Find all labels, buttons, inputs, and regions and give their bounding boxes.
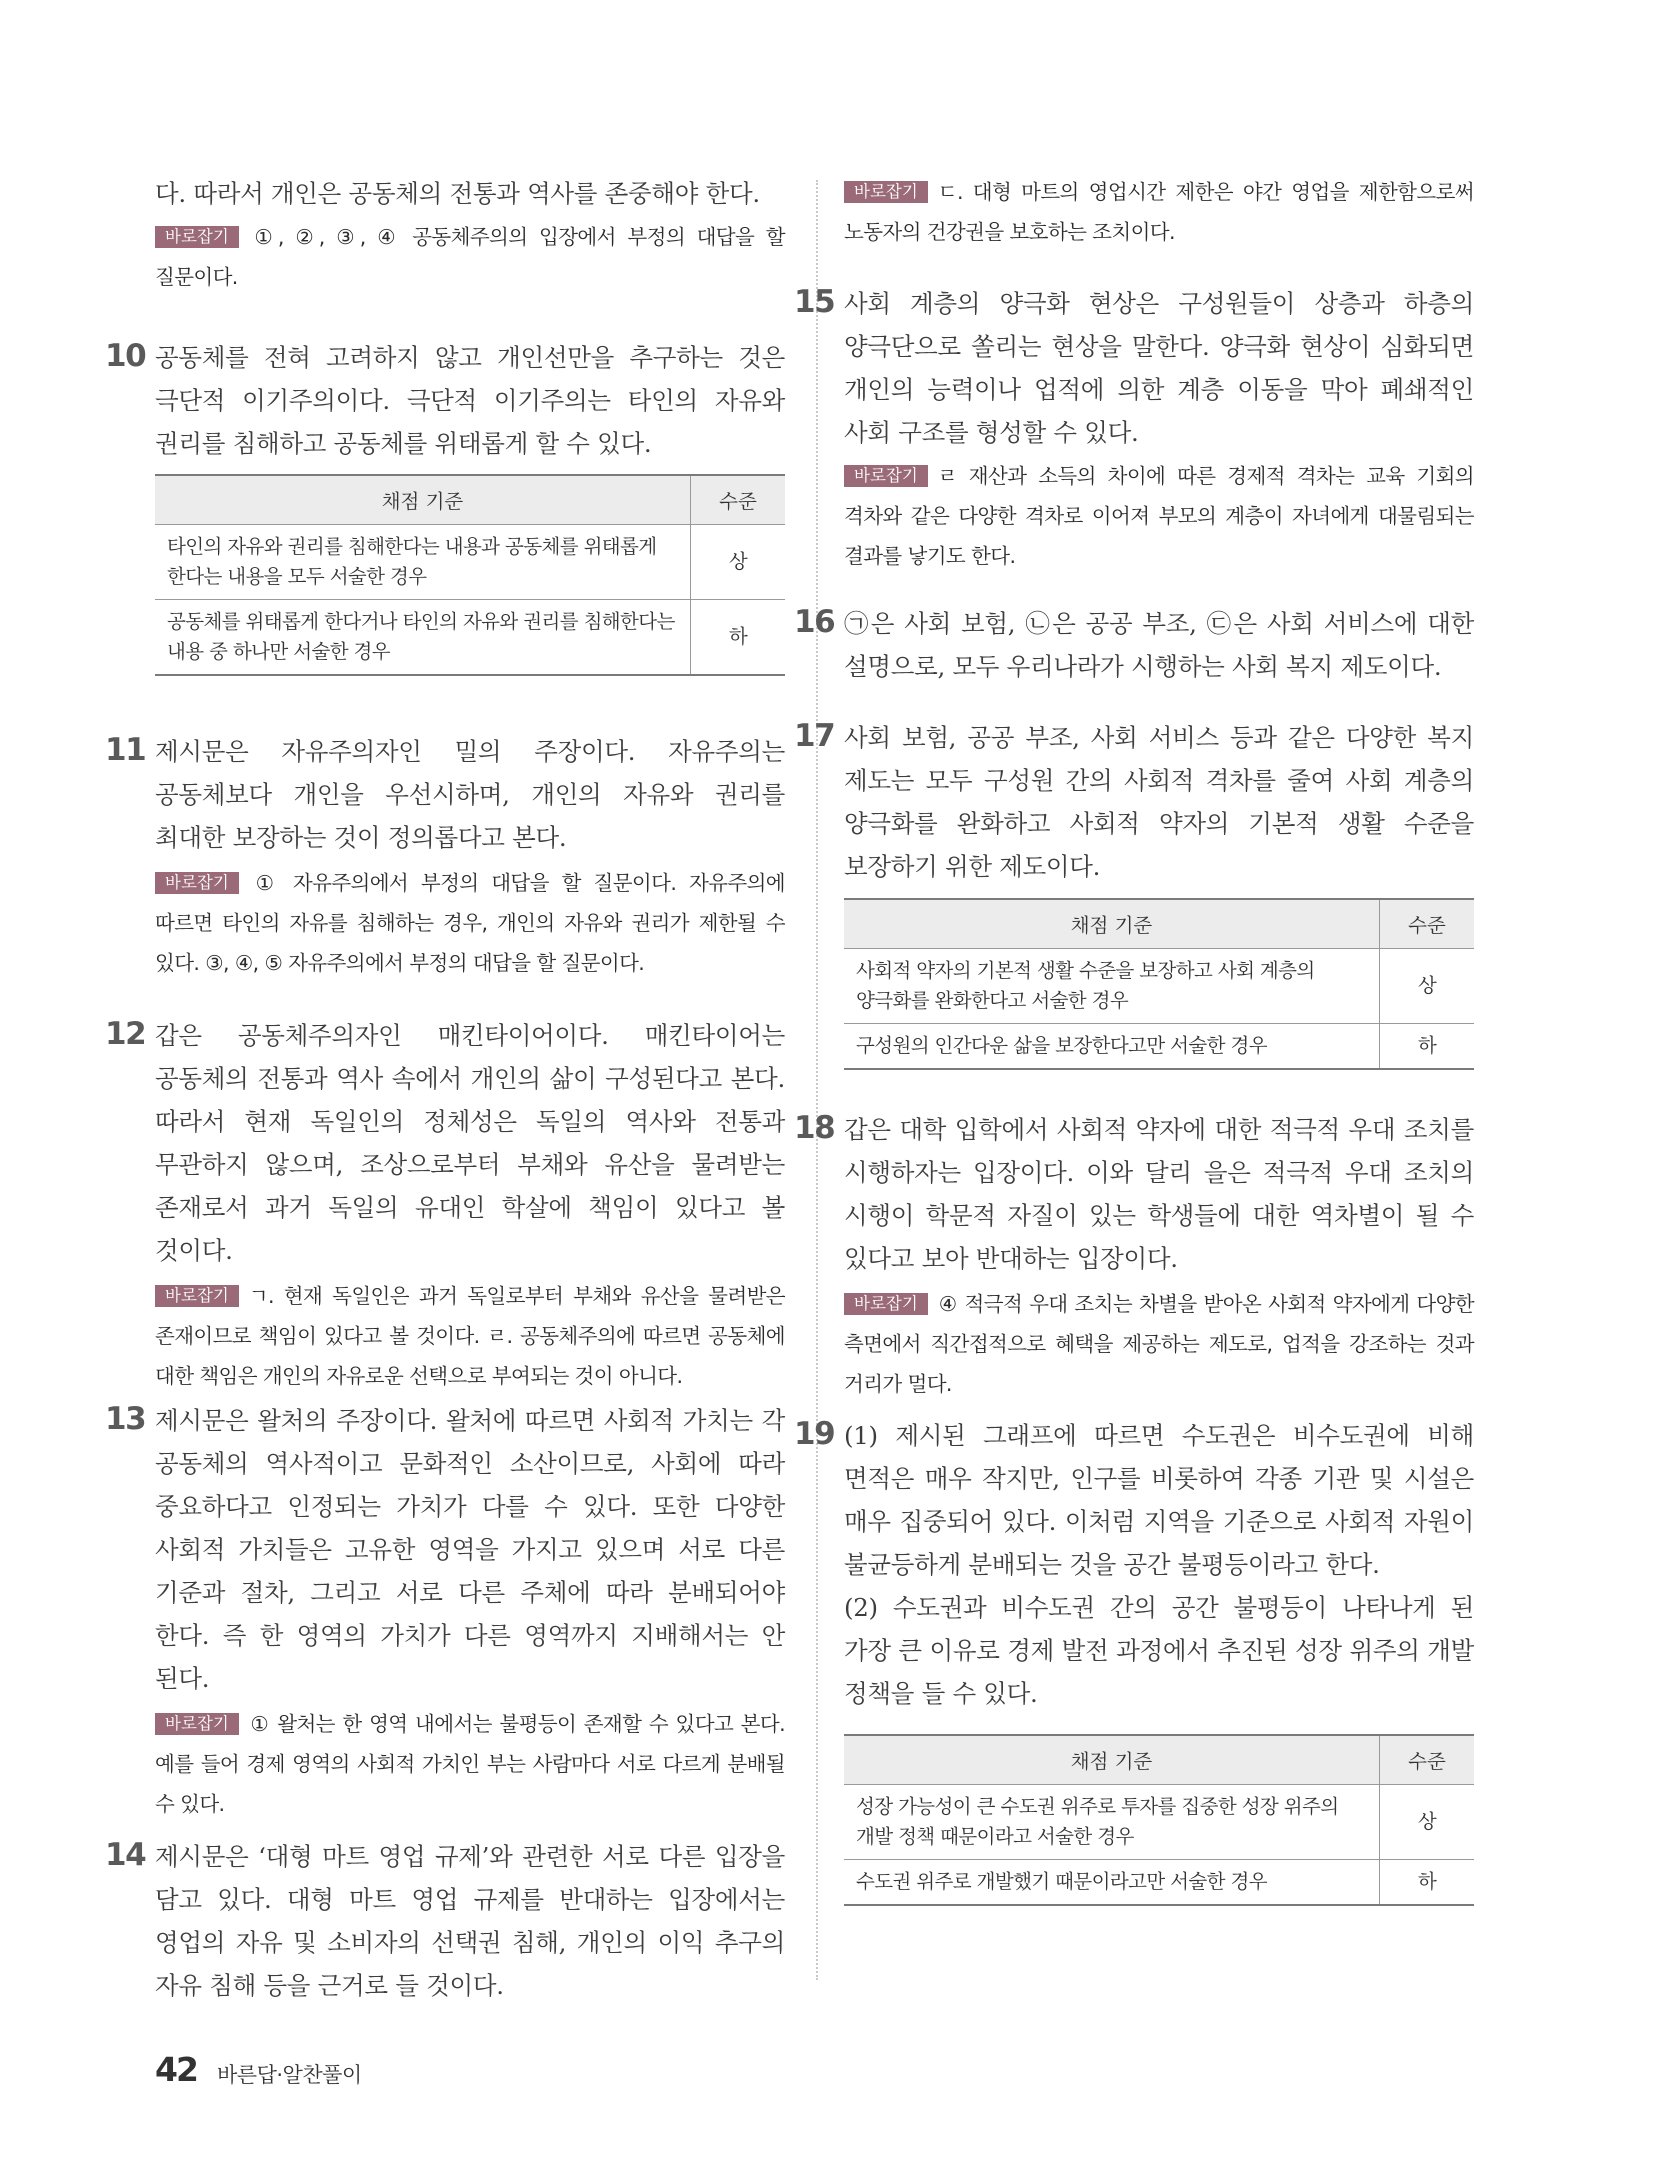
criteria-header: 채점 기준 [155,475,691,525]
criteria-cell: 타인의 자유와 권리를 침해한다는 내용과 공동체를 위태롭게 한다는 내용을 모두 서술한 경우 [155,525,691,600]
table-row [844,1785,1474,1860]
answer-15 [794,282,1474,576]
level-cell: 하 [1380,1024,1475,1070]
level-cell: 상 [1380,949,1475,1024]
answer-text: 다. 따라서 개인은 공동체의 전통과 역사를 존중해야 한다. [155,179,760,208]
level-cell: 하 [1380,1860,1475,1906]
criteria-cell: 구성원의 인간다운 삶을 보장한다고만 서술한 경우 [844,1024,1380,1070]
level-cell: 상 [691,525,786,600]
correction-tag: 바로잡기 [844,465,928,487]
answer-19 [794,1414,1474,1715]
correction-text: ㄱ. 현재 독일인은 과거 독일로부터 부채와 유산을 물려받은 존재이므로 책임이 있다고 볼 것이다. ㄹ. 공동체주의에 따르면 공동체에 대한 책임은 개인의 자유로운 선택으로 부여되는 것이 아니다. [155,1284,785,1388]
question-number: 10 [105,338,146,374]
correction-text: ㄷ. 대형 마트의 영업시간 제한은 야간 영업을 제한함으로써 노동자의 건강권을 보호하는 조치이다. [844,180,1474,244]
level-header: 수준 [1380,1735,1475,1785]
book-title: 바른답·알찬풀이 [217,2063,362,2087]
answer-text: 사회 계층의 양극화 현상은 구성원들이 상층과 하층의 양극단으로 쏠리는 현상을 말한다. 양극화 현상이 심화되면 개인의 능력이나 업적에 의한 계층 이동을 막아 폐쇄적인 사회 구조를 형성할 수 있다. [844,289,1474,447]
table-header-row [844,1735,1474,1785]
column-divider [816,180,818,1980]
correction-tag: 바로잡기 [155,226,239,248]
continued-note-14 [844,172,1474,252]
criteria-cell: 공동체를 위태롭게 한다거나 타인의 자유와 권리를 침해한다는 내용 중 하나만 서술한 경우 [155,600,691,676]
correction-tag: 바로잡기 [155,872,239,894]
correction-text: ㄹ 재산과 소득의 차이에 따른 경제적 격차는 교육 기회의 격차와 같은 다양한 격차로 이어져 부모의 계층이 자녀에게 대물림되는 결과를 낳기도 한다. [844,464,1474,568]
grading-table-10 [155,474,785,676]
answer-18 [794,1108,1474,1404]
answer-11 [105,730,785,983]
criteria-cell: 사회적 약자의 기본적 생활 수준을 보장하고 사회 계층의 양극화를 완화한다고 서술한 경우 [844,949,1380,1024]
correction-text: ①, ②, ③, ④ 공동체주의의 입장에서 부정의 대답을 할 질문이다. [155,225,785,289]
level-cell: 상 [1380,1785,1475,1860]
table-row [155,525,785,600]
correction-note [844,456,1474,576]
level-header: 수준 [1380,899,1475,949]
answer-text-part-2: (2) 수도권과 비수도권 간의 공간 불평등이 나타나게 된 가장 큰 이유로 경제 발전 과정에서 추진된 성장 위주의 개발 정책을 들 수 있다. [844,1593,1474,1708]
answer-text: 제시문은 ‘대형 마트 영업 규제’와 관련한 서로 다른 입장을 담고 있다. 대형 마트 영업 규제를 반대하는 입장에서는 영업의 자유 및 소비자의 선택권 침해, 개인의 이익 추구의 자유 침해 등을 근거로 들 것이다. [155,1842,785,2000]
answer-text: 사회 보험, 공공 부조, 사회 서비스 등과 같은 다양한 복지 제도는 모두 구성원 간의 사회적 격차를 줄여 사회 계층의 양극화를 완화하고 사회적 약자의 기본적 생활 수준을 보장하기 위한 제도이다. [844,723,1474,881]
correction-tag: 바로잡기 [155,1713,239,1735]
answer-12 [105,1014,785,1396]
correction-text: ① 자유주의에서 부정의 대답을 할 질문이다. 자유주의에 따르면 타인의 자유를 침해하는 경우, 개인의 자유와 권리가 제한될 수 있다. ③, ④, ⑤ 자유주의에서 부정의 대답을 할 질문이다. [155,871,785,975]
question-number: 18 [794,1110,835,1146]
answer-text: 공동체를 전혀 고려하지 않고 개인선만을 추구하는 것은 극단적 이기주의이다. 극단적 이기주의는 타인의 자유와 권리를 침해하고 공동체를 위태롭게 할 수 있다. [155,343,785,458]
correction-note [844,1284,1474,1404]
grading-table-17 [844,898,1474,1070]
question-number: 16 [794,604,835,640]
criteria-cell: 성장 가능성이 큰 수도권 위주로 투자를 집중한 성장 위주의 개발 정책 때문이라고 서술한 경우 [844,1785,1380,1860]
correction-note [844,172,1474,252]
question-number: 13 [105,1401,146,1437]
answer-17 [794,716,1474,888]
continued-answer-9 [155,172,785,297]
grading-table-19 [844,1734,1474,1906]
table-row [844,1860,1474,1906]
criteria-cell: 수도권 위주로 개발했기 때문이라고만 서술한 경우 [844,1860,1380,1906]
question-number: 14 [105,1837,146,1873]
question-number: 19 [794,1416,835,1452]
answer-text: 제시문은 자유주의자인 밀의 주장이다. 자유주의는 공동체보다 개인을 우선시하며, 개인의 자유와 권리를 최대한 보장하는 것이 정의롭다고 본다. [155,737,785,852]
table-row [844,1024,1474,1070]
criteria-header: 채점 기준 [844,899,1380,949]
correction-text: ① 왈처는 한 영역 내에서는 불평등이 존재할 수 있다고 본다. 예를 들어 경제 영역의 사회적 가치인 부는 사람마다 서로 다르게 분배될 수 있다. [155,1712,785,1816]
criteria-header: 채점 기준 [844,1735,1380,1785]
correction-note [155,863,785,983]
question-number: 15 [794,284,835,320]
page-number: 42 [155,2050,197,2089]
answer-16 [794,602,1474,688]
correction-note [155,1276,785,1396]
correction-text: ④ 적극적 우대 조치는 차별을 받아온 사회적 약자에게 다양한 측면에서 직간접적으로 혜택을 제공하는 제도로, 업적을 강조하는 것과 거리가 멀다. [844,1292,1474,1396]
question-number: 17 [794,718,835,754]
answer-text: ㉠은 사회 보험, ㉡은 공공 부조, ㉢은 사회 서비스에 대한 설명으로, 모두 우리나라가 시행하는 사회 복지 제도이다. [844,609,1474,681]
table-header-row [844,899,1474,949]
answer-10 [105,336,785,465]
answer-text: 갑은 공동체주의자인 매킨타이어이다. 매킨타이어는 공동체의 전통과 역사 속에서 개인의 삶이 구성된다고 본다. 따라서 현재 독일인의 정체성은 독일의 역사와 전통과 무관하지 않으며, 조상으로부터 부채와 유산을 물려받는 존재로서 과거 독일의 유대인 학살에 책임이 있다고 볼 것이다. [155,1021,785,1265]
correction-tag: 바로잡기 [844,181,928,203]
answer-text: 제시문은 왈처의 주장이다. 왈처에 따르면 사회적 가치는 각 공동체의 역사적이고 문화적인 소산이므로, 사회에 따라 중요하다고 인정되는 가치가 다를 수 있다. 또한 다양한 사회적 가치들은 고유한 영역을 가지고 있으며 서로 다른 기준과 절차, 그리고 서로 다른 주체에 따라 분배되어야 한다. 즉 한 영역의 가치가 다른 영역까지 지배해서는 안 된다. [155,1406,785,1693]
level-header: 수준 [691,475,786,525]
answer-13 [105,1399,785,1824]
level-cell: 하 [691,600,786,676]
correction-note [155,217,785,297]
answer-text-part-1: (1) 제시된 그래프에 따르면 수도권은 비수도권에 비해 면적은 매우 작지만, 인구를 비롯하여 각종 기관 및 시설은 매우 집중되어 있다. 이처럼 지역을 기준으로 사회적 자원이 불균등하게 분배되는 것을 공간 불평등이라고 한다. [844,1421,1474,1579]
answer-text: 갑은 대학 입학에서 사회적 약자에 대한 적극적 우대 조치를 시행하자는 입장이다. 이와 달리 을은 적극적 우대 조치의 시행이 학문적 자질이 있는 학생들에 대한 역차별이 될 수 있다고 보아 반대하는 입장이다. [844,1115,1474,1273]
table-row [844,949,1474,1024]
question-number: 11 [105,732,146,768]
correction-note [155,1704,785,1824]
table-row [155,600,785,676]
correction-tag: 바로잡기 [844,1293,928,1315]
correction-tag: 바로잡기 [155,1285,239,1307]
answer-14 [105,1835,785,2007]
table-header-row [155,475,785,525]
question-number: 12 [105,1016,146,1052]
